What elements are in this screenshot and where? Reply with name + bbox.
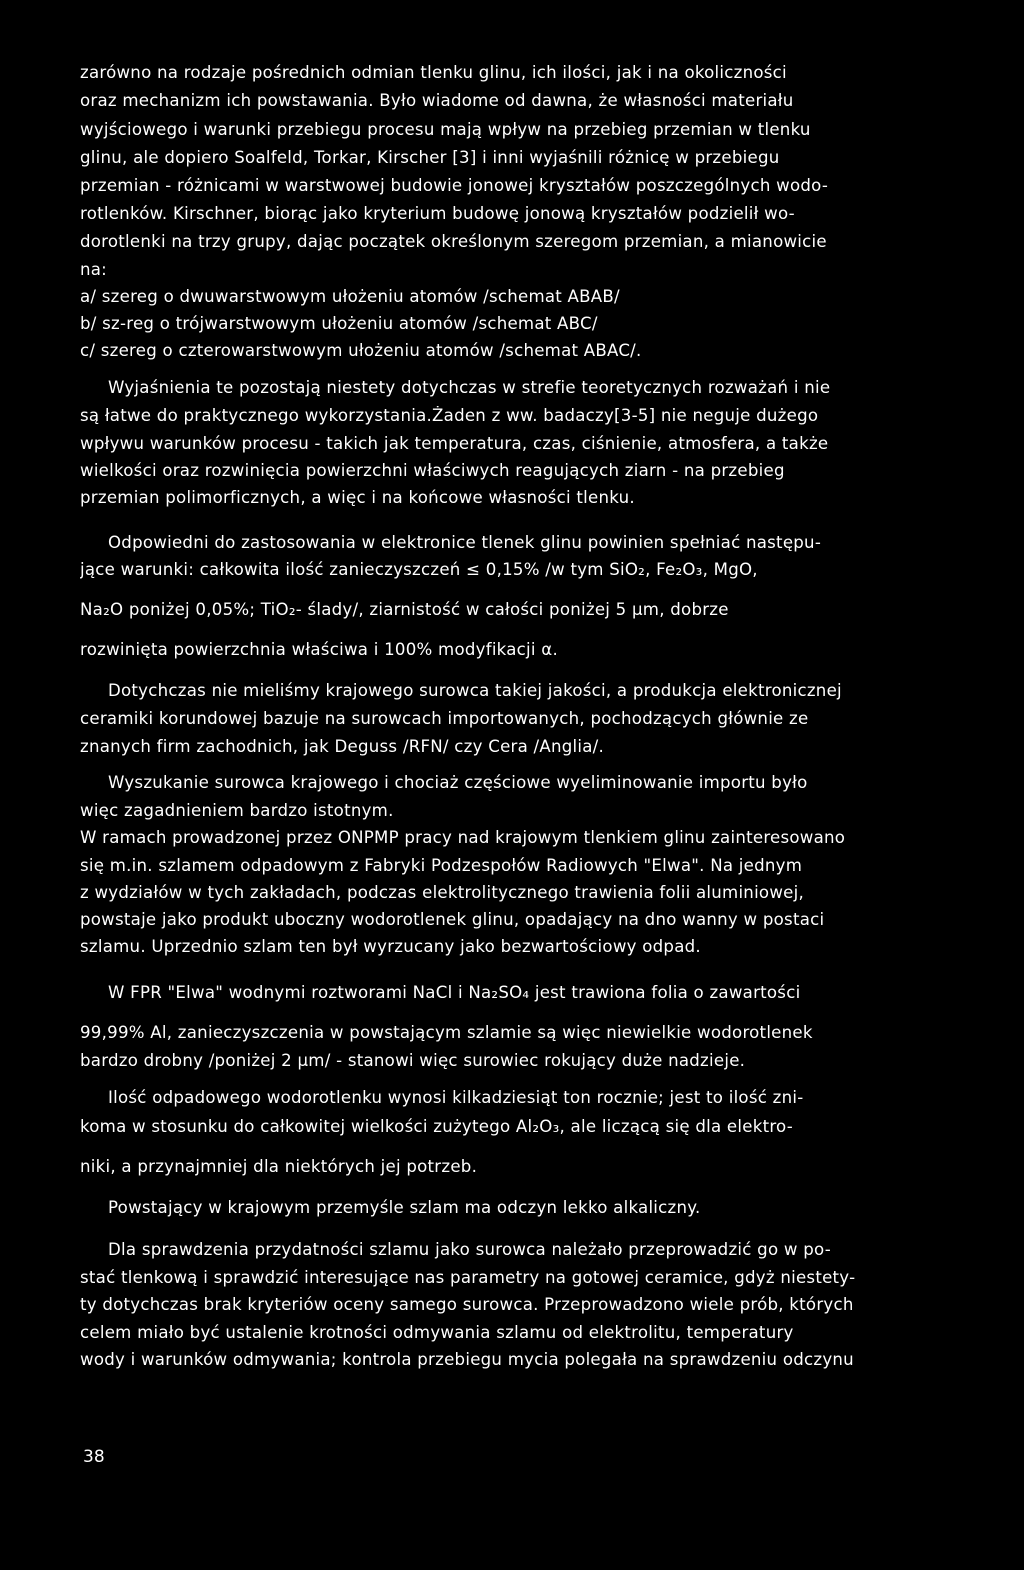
text-line: znanych firm zachodnich, jak Deguss /RFN/ czy Cera /Anglia/. — [80, 737, 605, 756]
text-line: powstaje jako produkt uboczny wodorotlenek glinu, opadający na dno wanny w postaci — [80, 910, 825, 929]
text-line: wpływu warunków procesu - takich jak temperatura, czas, ciśnienie, atmosfera, a także — [80, 434, 829, 453]
text-line: Powstający w krajowym przemyśle szlam ma odczyn lekko alkaliczny. — [108, 1198, 701, 1217]
text-line: koma w stosunku do całkowitej wielkości zużytego Al₂O₃, ale liczącą się dla elektro- — [80, 1117, 793, 1136]
text-line: przemian - różnicami w warstwowej budowie jonowej kryształów poszczególnych wodo- — [80, 176, 829, 195]
text-line: celem miało być ustalenie krotności odmywania szlamu od elektrolitu, temperatury — [80, 1323, 794, 1342]
list-item: c/ szereg o czterowarstwowym ułożeniu atomów /schemat ABAC/. — [80, 341, 642, 360]
text-line: wielkości oraz rozwinięcia powierzchni właściwych reagujących ziarn - na przebieg — [80, 461, 785, 480]
text-line: glinu, ale dopiero Soalfeld, Torkar, Kirscher [3] i inni wyjaśnili różnicę w przebiegu — [80, 148, 780, 167]
text-line: stać tlenkową i sprawdzić interesujące nas parametry na gotowej ceramice, gdyż niestety- — [80, 1268, 856, 1287]
text-line: W ramach prowadzonej przez ONPMP pracy nad krajowym tlenkiem glinu zainteresowano — [80, 828, 846, 847]
page-number: 38 — [83, 1447, 105, 1467]
text-line: W FPR "Elwa" wodnymi roztworami NaCl i Na₂SO₄ jest trawiona folia o zawartości — [108, 983, 801, 1002]
text-line: rozwinięta powierzchnia właściwa i 100% modyfikacji α. — [80, 640, 558, 659]
text-line: Odpowiedni do zastosowania w elektronice tlenek glinu powinien spełniać następu- — [108, 533, 822, 552]
text-line: zarówno na rodzaje pośrednich odmian tlenku glinu, ich ilości, jak i na okoliczności — [80, 63, 787, 82]
text-line: niki, a przynajmniej dla niektórych jej potrzeb. — [80, 1157, 478, 1176]
list-item: b/ sz-reg o trójwarstwowym ułożeniu atomów /schemat ABC/ — [80, 314, 598, 333]
text-line: wyjściowego i warunki przebiegu procesu mają wpływ na przebieg przemian w tlenku — [80, 120, 811, 139]
text-line: ceramiki korundowej bazuje na surowcach importowanych, pochodzących głównie ze — [80, 709, 809, 728]
text-line: na: — [80, 260, 108, 279]
text-line: rotlenków. Kirschner, biorąc jako kryterium budowę jonową kryształów podzielił wo- — [80, 204, 795, 223]
text-line: przemian polimorficznych, a więc i na końcowe własności tlenku. — [80, 488, 635, 507]
text-line: Dotychczas nie mieliśmy krajowego surowca takiej jakości, a produkcja elektronicznej — [108, 681, 842, 700]
text-line: ty dotychczas brak kryteriów oceny samego surowca. Przeprowadzono wiele prób, których — [80, 1295, 854, 1314]
text-line: szlamu. Uprzednio szlam ten był wyrzucany jako bezwartościowy odpad. — [80, 937, 701, 956]
text-line: z wydziałów w tych zakładach, podczas elektrolitycznego trawienia folii aluminiowej, — [80, 883, 804, 902]
text-line: więc zagadnieniem bardzo istotnym. — [80, 801, 394, 820]
text-line: Wyjaśnienia te pozostają niestety dotychczas w strefie teoretycznych rozważań i nie — [108, 378, 831, 397]
text-line: Ilość odpadowego wodorotlenku wynosi kilkadziesiąt ton rocznie; jest to ilość zni- — [108, 1088, 804, 1107]
text-line: wody i warunków odmywania; kontrola przebiegu mycia polegała na sprawdzeniu odczynu — [80, 1350, 854, 1369]
text-line: bardzo drobny /poniżej 2 μm/ - stanowi więc surowiec rokujący duże nadzieje. — [80, 1051, 746, 1070]
list-item: a/ szereg o dwuwarstwowym ułożeniu atomów /schemat ABAB/ — [80, 287, 620, 306]
text-line: 99,99% Al, zanieczyszczenia w powstającym szlamie są więc niewielkie wodorotlenek — [80, 1023, 813, 1042]
text-line: Na₂O poniżej 0,05%; TiO₂- ślady/, ziarnistość w całości poniżej 5 μm, dobrze — [80, 600, 729, 619]
text-line: dorotlenki na trzy grupy, dając początek określonym szeregom przemian, a mianowicie — [80, 232, 827, 251]
text-line: oraz mechanizm ich powstawania. Było wiadome od dawna, że własności materiału — [80, 91, 794, 110]
text-line: Wyszukanie surowca krajowego i chociaż częściowe wyeliminowanie importu było — [108, 773, 808, 792]
text-line: Dla sprawdzenia przydatności szlamu jako surowca należało przeprowadzić go w po- — [108, 1240, 831, 1259]
text-line: się m.in. szlamem odpadowym z Fabryki Podzespołów Radiowych "Elwa". Na jednym — [80, 856, 803, 875]
text-line: są łatwe do praktycznego wykorzystania.Żaden z ww. badaczy[3-5] nie neguje dużego — [80, 406, 819, 425]
text-line: jące warunki: całkowita ilość zanieczyszczeń ≤ 0,15% /w tym SiO₂, Fe₂O₃, MgO, — [80, 560, 758, 579]
